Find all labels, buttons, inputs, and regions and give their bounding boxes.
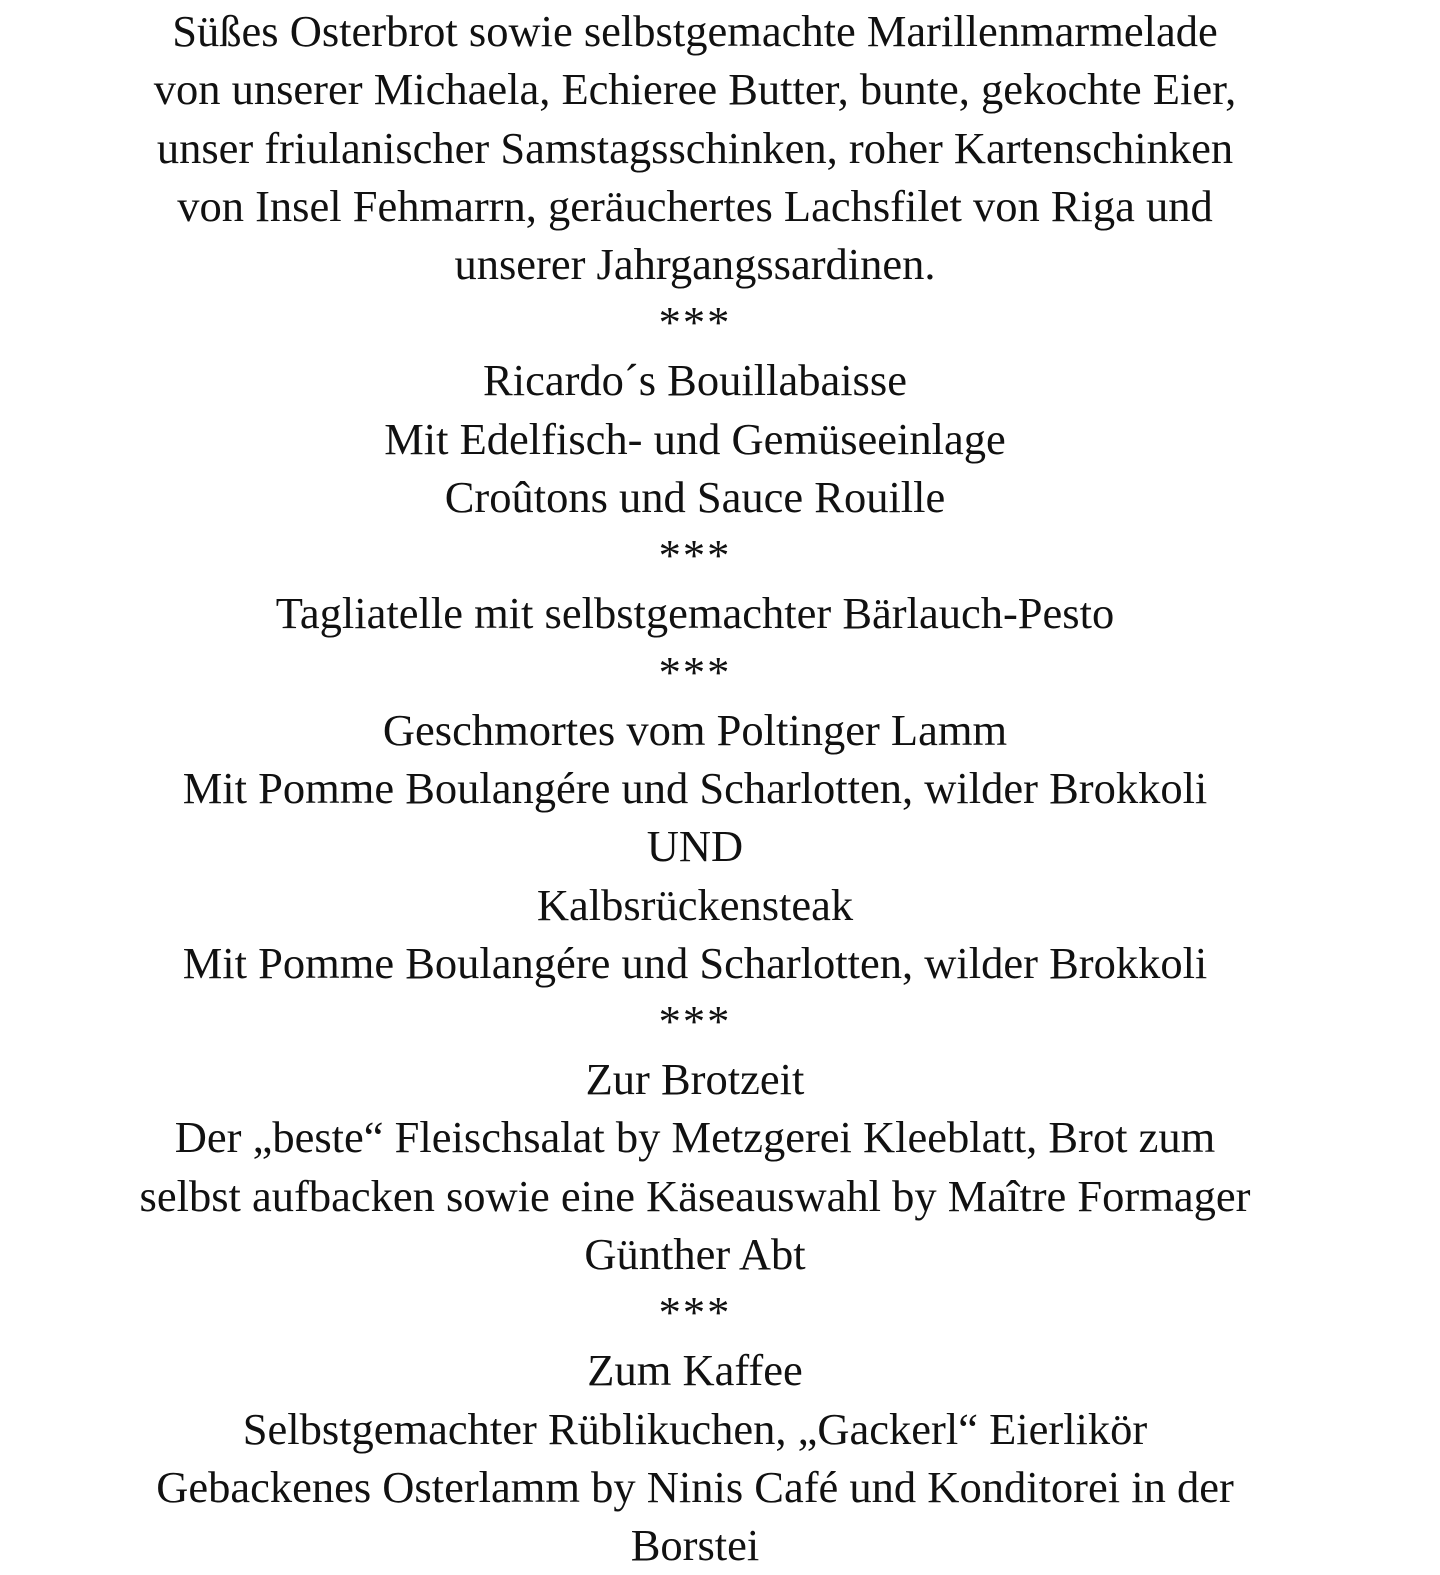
kaffee-section <box>0 1341 1390 1574</box>
menu-document <box>0 2 1390 1575</box>
brotzeit-section <box>0 1050 1390 1283</box>
main-title-lamb: Geschmortes vom Poltinger Lamm <box>382 704 1008 755</box>
main-title-veal: Kalbsrückensteak <box>536 879 854 930</box>
course-separator: *** <box>658 646 732 697</box>
intro-line: unserer Jahrgangssardinen. <box>454 239 936 290</box>
kaffee-line: Gebackenes Osterlamm by Ninis Café und Konditorei in der <box>156 1461 1234 1512</box>
kaffee-title: Zum Kaffee <box>587 1345 803 1396</box>
soup-line: Croûtons und Sauce Rouille <box>444 472 946 523</box>
intro-section <box>0 2 1390 293</box>
intro-line: von unserer Michaela, Echieree Butter, bunte, gekochte Eier, <box>153 64 1237 115</box>
brotzeit-line: selbst aufbacken sowie eine Käseauswahl by Maître Formager <box>139 1170 1251 1221</box>
course-separator: *** <box>658 297 732 348</box>
course-separator: *** <box>658 996 732 1047</box>
main-line: Mit Pomme Boulangére und Scharlotten, wilder Brokkoli <box>182 937 1208 988</box>
soup-line: Mit Edelfisch- und Gemüseeinlage <box>384 413 1006 464</box>
main-course-section <box>0 701 1390 992</box>
intro-line: unser friulanischer Samstagsschinken, roher Kartenschinken <box>156 122 1234 173</box>
main-and: UND <box>646 821 744 872</box>
course-separator: *** <box>658 530 732 581</box>
intro-line: von Insel Fehmarrn, geräuchertes Lachsfilet von Riga und <box>177 180 1213 231</box>
soup-section <box>0 351 1390 526</box>
main-line: Mit Pomme Boulangére und Scharlotten, wilder Brokkoli <box>182 762 1208 813</box>
kaffee-line: Selbstgemachter Rüblikuchen, „Gackerl“ Eierlikör <box>242 1403 1148 1454</box>
brotzeit-line: Der „beste“ Fleischsalat by Metzgerei Kleeblatt, Brot zum <box>174 1112 1216 1163</box>
kaffee-line: Borstei <box>630 1520 760 1571</box>
soup-title: Ricardo´s Bouillabaisse <box>483 355 907 406</box>
course-separator: *** <box>658 1287 732 1338</box>
brotzeit-title: Zur Brotzeit <box>585 1054 805 1105</box>
pasta-title: Tagliatelle mit selbstgemachter Bärlauch-Pesto <box>275 588 1115 639</box>
intro-line: Süßes Osterbrot sowie selbstgemachte Marillenmarmelade <box>172 6 1218 56</box>
brotzeit-line: Günther Abt <box>584 1229 806 1280</box>
